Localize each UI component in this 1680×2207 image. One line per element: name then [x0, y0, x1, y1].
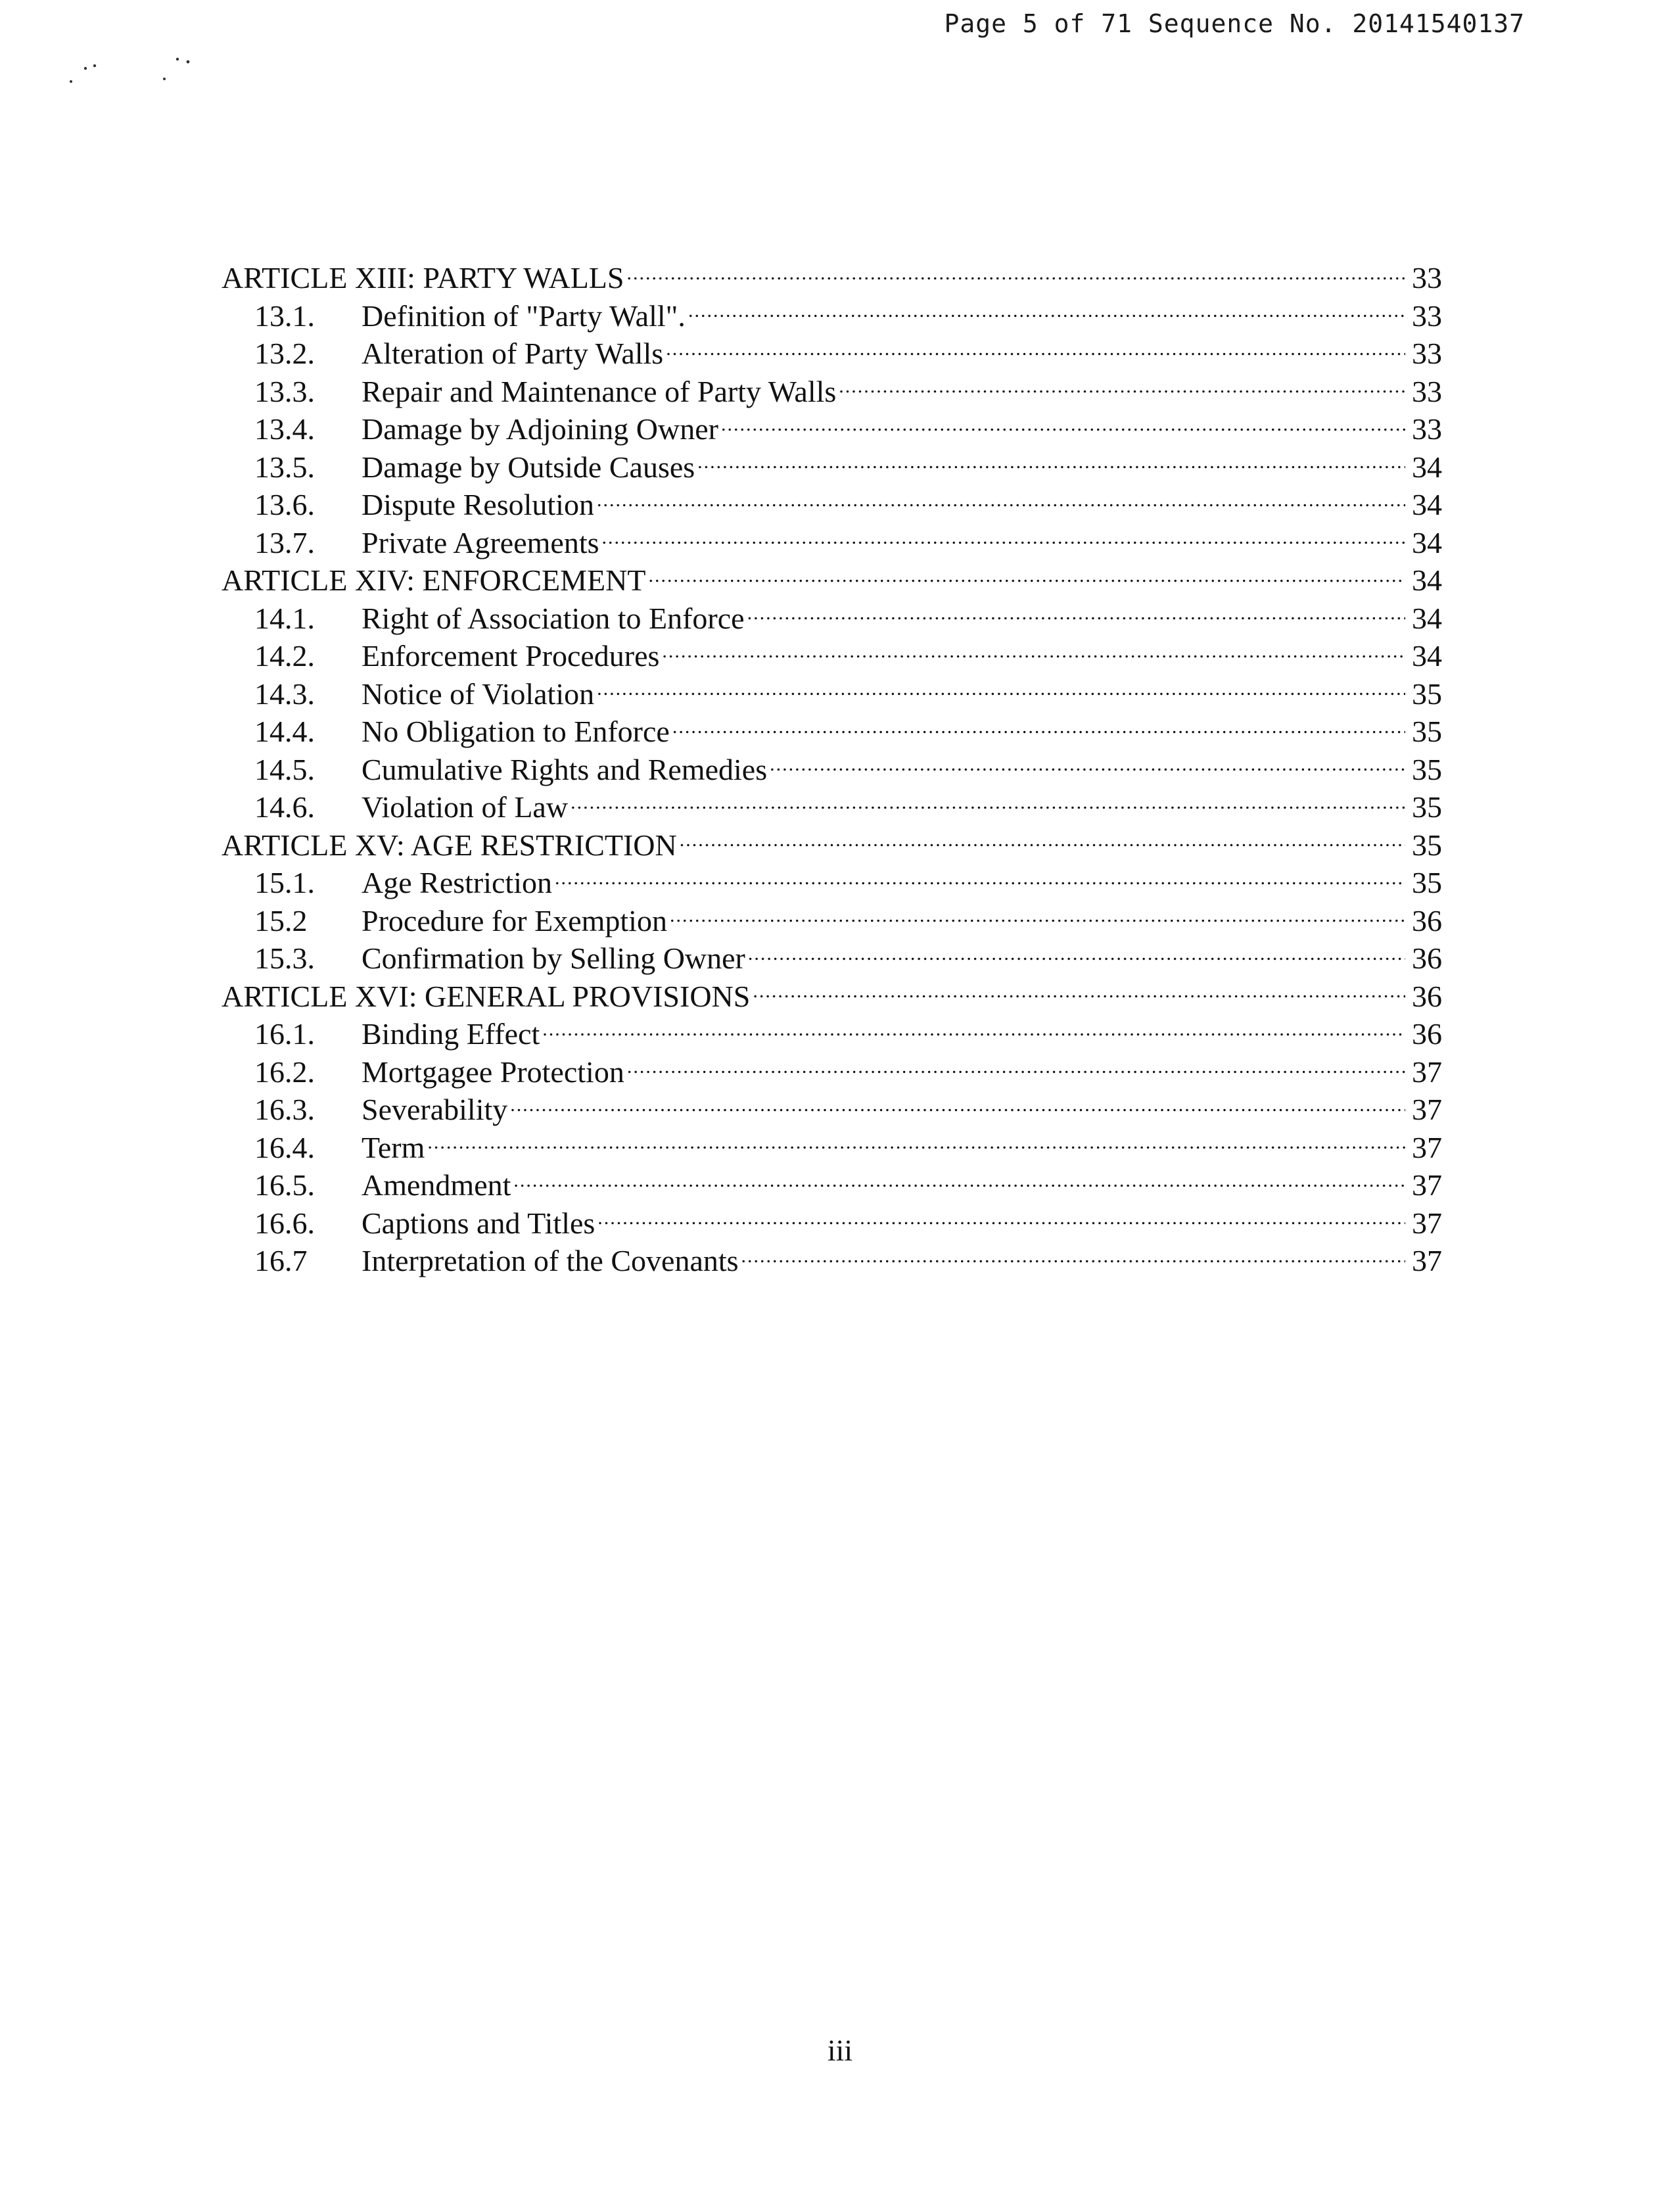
- toc-section-title: Dispute Resolution: [362, 488, 594, 521]
- dot-leader: [697, 447, 1405, 477]
- toc-section-number: 16.7: [254, 1244, 308, 1277]
- toc-page-number: 35: [1412, 676, 1442, 711]
- footer-page-number: iii: [827, 2033, 853, 2067]
- dot-leader: [597, 1203, 1405, 1233]
- toc-section-title: Private Agreements: [362, 525, 599, 559]
- toc-page-number: 34: [1412, 639, 1442, 673]
- toc-section-title: Interpretation of the Covenants: [362, 1244, 739, 1277]
- toc-section-row: [222, 296, 1442, 334]
- scan-speck-marks: [66, 53, 223, 99]
- toc-article-row: [222, 560, 1442, 598]
- toc-section-title: Mortgagee Protection: [362, 1055, 624, 1089]
- toc-section-row: [222, 523, 1442, 561]
- toc-section-number: 16.2.: [254, 1055, 315, 1089]
- toc-page-number: 33: [1412, 298, 1442, 333]
- toc-section-title: Severability: [362, 1093, 508, 1126]
- toc-section-title: Violation of Law: [362, 790, 569, 824]
- dot-leader: [741, 1241, 1405, 1271]
- toc-page-number: 37: [1412, 1206, 1442, 1240]
- dot-leader: [597, 674, 1405, 704]
- toc-page-number: 35: [1412, 715, 1442, 748]
- toc-section-row: [222, 787, 1442, 825]
- dot-leader: [688, 296, 1405, 326]
- toc-section-number: 13.1.: [254, 298, 315, 333]
- toc-page-number: 36: [1412, 979, 1442, 1013]
- toc-section-number: 13.3.: [254, 374, 315, 408]
- toc-page-number: 33: [1412, 374, 1442, 408]
- toc-section-row: [222, 1165, 1442, 1203]
- toc-section-number: 14.6.: [254, 790, 315, 824]
- toc-section-number: 13.6.: [254, 488, 315, 521]
- toc-section-row: [222, 1241, 1442, 1279]
- toc-section-title: Confirmation by Selling Owner: [362, 941, 745, 975]
- toc-page-number: 33: [1412, 337, 1442, 370]
- dot-leader: [666, 333, 1405, 364]
- toc-section-title: Definition of "Party Wall".: [362, 298, 686, 333]
- dot-leader: [571, 787, 1405, 817]
- toc-section-number: 14.2.: [254, 639, 315, 673]
- toc-page-number: 35: [1412, 828, 1442, 862]
- toc-page-number: 37: [1412, 1055, 1442, 1089]
- toc-article-title: ARTICLE XV: AGE RESTRICTION: [222, 828, 677, 862]
- toc-section-number: 16.4.: [254, 1130, 315, 1164]
- dot-leader: [555, 863, 1405, 893]
- toc-section-row: [222, 409, 1442, 447]
- toc-page-number: 36: [1412, 1017, 1442, 1051]
- toc-section-row: [222, 485, 1442, 523]
- toc-section-number: 16.5.: [254, 1168, 315, 1202]
- dot-leader: [680, 825, 1405, 855]
- dot-leader: [648, 560, 1405, 590]
- dot-leader: [753, 976, 1405, 1007]
- toc-section-row: [222, 749, 1442, 788]
- toc-section-number: 16.6.: [254, 1206, 315, 1240]
- toc-page-number: 34: [1412, 525, 1442, 559]
- toc-article-row: [222, 976, 1442, 1014]
- toc-page-number: 34: [1412, 563, 1442, 597]
- toc-section-number: 15.1.: [254, 866, 315, 899]
- toc-article-title: ARTICLE XIII: PARTY WALLS: [222, 261, 624, 295]
- toc-section-row: [222, 901, 1442, 939]
- dot-leader: [670, 901, 1405, 931]
- toc-section-row: [222, 711, 1442, 749]
- toc-section-title: Procedure for Exemption: [362, 903, 667, 937]
- toc-article-title: ARTICLE XIV: ENFORCEMENT: [222, 563, 646, 597]
- toc-article-row: [222, 258, 1442, 296]
- toc-page-number: 37: [1412, 1244, 1442, 1277]
- toc-article-title: ARTICLE XVI: GENERAL PROVISIONS: [222, 979, 751, 1013]
- toc-section-title: Binding Effect: [362, 1017, 540, 1051]
- toc-page-number: 37: [1412, 1093, 1442, 1126]
- toc-section-number: 16.3.: [254, 1093, 315, 1126]
- toc-section-number: 14.5.: [254, 752, 315, 786]
- toc-section-title: Amendment: [362, 1168, 511, 1202]
- toc-section-row: [222, 1127, 1442, 1166]
- toc-section-row: [222, 1052, 1442, 1090]
- dot-leader: [513, 1165, 1405, 1195]
- toc-section-title: Repair and Maintenance of Party Walls: [362, 374, 837, 408]
- toc-section-number: 14.3.: [254, 676, 315, 711]
- toc-section-number: 15.3.: [254, 941, 315, 975]
- toc-section-title: Term: [362, 1130, 425, 1164]
- toc-page-number: 34: [1412, 488, 1442, 521]
- toc-section-number: 13.4.: [254, 412, 315, 446]
- toc-section-row: [222, 938, 1442, 976]
- toc-page-number: 33: [1412, 412, 1442, 446]
- dot-leader: [542, 1014, 1405, 1044]
- toc-section-title: Age Restriction: [362, 866, 552, 899]
- toc-page-number: 34: [1412, 450, 1442, 484]
- toc-section-title: Notice of Violation: [362, 676, 595, 711]
- toc-section-row: [222, 863, 1442, 901]
- toc-section-row: [222, 1203, 1442, 1241]
- toc-page-number: 37: [1412, 1130, 1442, 1164]
- toc-section-title: Damage by Outside Causes: [362, 450, 695, 484]
- dot-leader: [627, 258, 1406, 288]
- dot-leader: [662, 636, 1405, 666]
- dot-leader: [602, 523, 1405, 553]
- dot-leader: [672, 711, 1405, 742]
- toc-page-number: 36: [1412, 941, 1442, 975]
- toc-section-row: [222, 447, 1442, 485]
- toc-section-number: 16.1.: [254, 1017, 315, 1051]
- toc-section-title: Cumulative Rights and Remedies: [362, 752, 768, 786]
- toc-page-number: 33: [1412, 261, 1442, 295]
- toc-section-number: 14.1.: [254, 601, 315, 635]
- toc-section-title: No Obligation to Enforce: [362, 715, 670, 748]
- toc-page-number: 35: [1412, 790, 1442, 824]
- dot-leader: [747, 598, 1405, 629]
- toc-section-row: [222, 371, 1442, 410]
- toc-section-title: Captions and Titles: [362, 1206, 595, 1240]
- toc-section-row: [222, 674, 1442, 712]
- toc-page-number: 35: [1412, 752, 1442, 786]
- dot-leader: [510, 1089, 1405, 1120]
- toc-section-row: [222, 1014, 1442, 1052]
- toc-page-number: 37: [1412, 1168, 1442, 1202]
- toc-page-number: 34: [1412, 601, 1442, 635]
- toc-section-number: 14.4.: [254, 715, 315, 748]
- page-sequence-header: Page 5 of 71 Sequence No. 20141540137: [944, 9, 1525, 38]
- toc-section-number: 13.5.: [254, 450, 315, 484]
- table-of-contents: [222, 258, 1442, 1279]
- toc-section-title: Right of Association to Enforce: [362, 601, 745, 635]
- dot-leader: [627, 1052, 1405, 1082]
- dot-leader: [770, 749, 1405, 780]
- toc-page-number: 35: [1412, 866, 1442, 899]
- toc-section-title: Alteration of Party Walls: [362, 337, 664, 370]
- toc-section-title: Damage by Adjoining Owner: [362, 412, 718, 446]
- toc-page-number: 36: [1412, 903, 1442, 937]
- dot-leader: [839, 371, 1405, 402]
- toc-section-row: [222, 598, 1442, 636]
- dot-leader: [748, 938, 1405, 968]
- toc-section-row: [222, 636, 1442, 674]
- toc-section-title: Enforcement Procedures: [362, 639, 660, 673]
- toc-article-row: [222, 825, 1442, 863]
- toc-section-number: 13.7.: [254, 525, 315, 559]
- toc-section-number: 13.2.: [254, 337, 315, 370]
- dot-leader: [721, 409, 1405, 439]
- dot-leader: [427, 1127, 1405, 1158]
- dot-leader: [597, 485, 1405, 515]
- toc-section-row: [222, 333, 1442, 371]
- toc-section-row: [222, 1089, 1442, 1127]
- toc-section-number: 15.2: [254, 903, 308, 937]
